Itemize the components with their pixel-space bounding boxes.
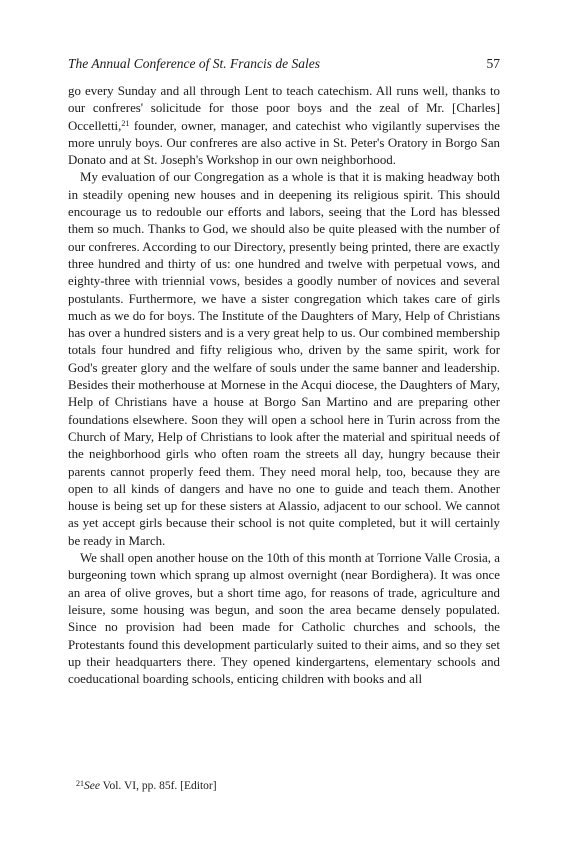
page-number: 57 [486,56,500,71]
paragraph-1-text-a: go every Sunday and all through Lent to teach catechism. All runs well, thanks to our confreres' solicitude for those poor boys and the zeal of Mr. [Charles] Occelletti, [68,84,500,133]
paragraph-3: We shall open another house on the 10th of this month at Torrione Valle Crosia, a burgeoning town which sprang up almost overnight (near Bordighera). It was once an area of olive groves, but a short time ago, for reasons of trade, agriculture and leisure, some housing was begun, and soon the area became densely populated. Since no provision had been made for Catholic churches and schools, the Protestants found this development particularly suited to their aims, and so they set up their headquarters there. They opened kindergartens, elementary schools and coeducational boarding schools, enticing children with books and all [68,551,500,687]
footnote-text: Vol. VI, pp. 85f. [Editor] [99,780,217,792]
paragraph-1 [68,83,500,169]
footnote-number: 21 [76,779,84,788]
footnote [76,776,496,794]
footnote-see: See [84,780,100,792]
running-title: The Annual Conference of St. Francis de Sales [68,56,320,71]
running-header [68,56,500,78]
paragraph-1-text-b: founder, owner, manager, and catechist who vigilantly supervises the more unruly boys. Our confreres are also active in St. Peter's Oratory in Borgo San Donato and at St. Joseph's Workshop in our own neighborhood. [68,118,500,168]
page-content [68,56,500,688]
paragraph-2: My evaluation of our Congregation as a whole is that it is making headway both in steadily opening new houses and in deepening its religious spirit. This should encourage us to redouble our efforts and labors, seeing that the Lord has blessed them so much. Thanks to God, we should also be quite pleased with the number of our confreres. According to our Directory, presently being printed, there are exactly three hundred and thirty of us: one hundred and twelve with perpetual vows, and eighty-three with triennial vows, besides a goodly number of novices and several postulants. Furthermore, we have a sister congregation which takes care of girls much as we do for boys. The Institute of the Daughters of Mary, Help of Christians has over a hundred sisters and is a very great help to us. Our combined membership totals four hundred and fifty religious who, driven by the same spirit, work for God's greater glory and the welfare of souls under the same banner and leadership. Besides their motherhouse at Mornese in the Acqui diocese, the Daughters of Mary, Help of Christians have a house at Borgo San Martino and are preparing other foundations elsewhere. Soon they will open a school here in Turin across from the Church of Mary, Help of Christians to look after the material and spiritual needs of the neighborhood girls who often roam the streets all day, hungry because their parents cannot properly feed them. They need moral help, too, because they are open to all kinds of dangers and have no one to guide and teach them. Another house is being set up for these sisters at Alassio, adjacent to our school. We cannot as yet accept girls because their school is not quite completed, but it will certainly be ready in March. [68,170,500,548]
footnote-reference: 21 [121,118,130,128]
